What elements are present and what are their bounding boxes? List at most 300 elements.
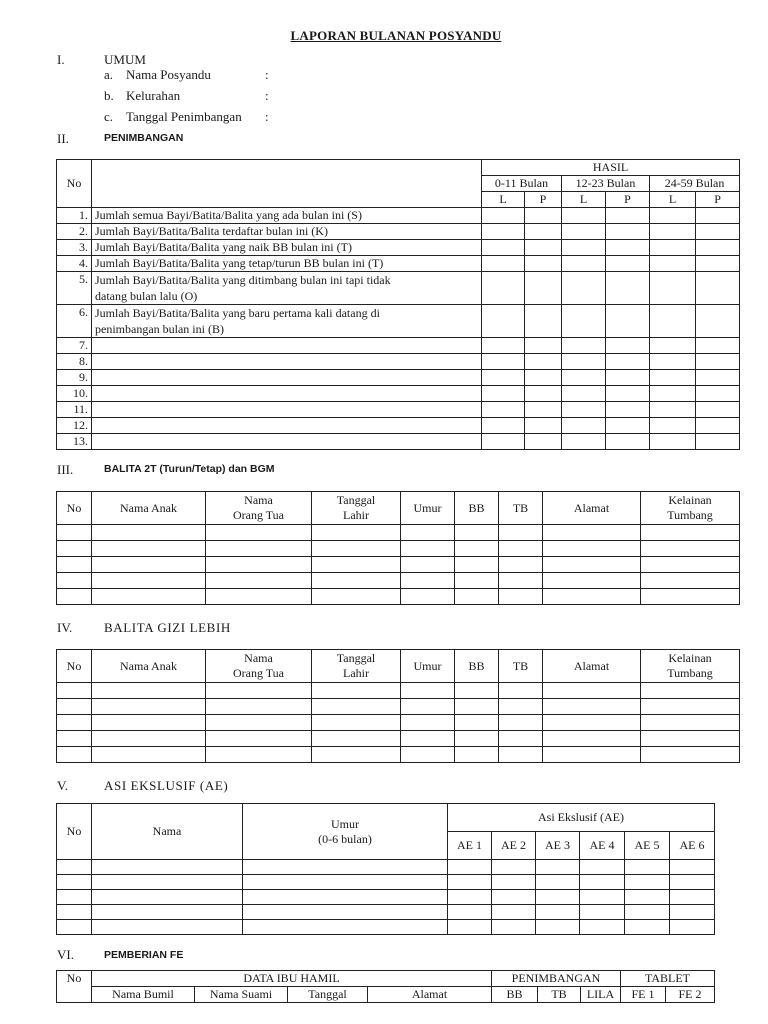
empty-cell (455, 715, 499, 731)
field-colon: : (265, 88, 269, 103)
empty-cell (206, 573, 312, 589)
row-description: Jumlah Bayi/Batita/Balita yang tetap/turun BB bulan ini (T) (92, 256, 482, 272)
empty-cell (401, 557, 455, 573)
table-row (57, 890, 715, 905)
col-header-l: L (562, 192, 606, 208)
table-row (57, 240, 740, 256)
field-letter-c: c. (104, 109, 114, 124)
data-cell (525, 434, 562, 450)
table-row (57, 370, 740, 386)
empty-cell (92, 905, 243, 920)
empty-cell (499, 747, 543, 763)
empty-cell (92, 875, 243, 890)
empty-cell (499, 573, 543, 589)
table-row (57, 256, 740, 272)
penimbangan-table (56, 159, 740, 450)
empty-cell (206, 525, 312, 541)
data-cell (562, 402, 606, 418)
asi-ekslusif-table (56, 803, 715, 935)
empty-cell (580, 920, 625, 935)
table-row (57, 573, 740, 589)
row-number: 3. (57, 240, 92, 256)
col-header-kelainan-tumbang (641, 650, 740, 683)
col-header-tanggal-lahir (312, 492, 401, 525)
field-label-tanggal-penimbangan: Tanggal Penimbangan (126, 109, 242, 124)
empty-cell (543, 573, 641, 589)
header-line: Lahir (343, 508, 369, 522)
empty-cell (625, 920, 670, 935)
empty-cell (499, 589, 543, 605)
row-description (92, 418, 482, 434)
empty-cell (57, 875, 92, 890)
data-cell (525, 370, 562, 386)
empty-cell (92, 589, 206, 605)
table-row (57, 920, 715, 935)
col-header-alamat: Alamat (543, 650, 641, 683)
table-row (57, 747, 740, 763)
field-label-nama-posyandu: Nama Posyandu (126, 67, 211, 82)
empty-cell (448, 905, 492, 920)
data-cell (482, 418, 525, 434)
data-cell (606, 434, 650, 450)
data-cell (606, 272, 650, 305)
row-number: 13. (57, 434, 92, 450)
empty-cell (641, 589, 740, 605)
table-row (57, 557, 740, 573)
col-header-p: P (606, 192, 650, 208)
empty-cell (57, 731, 92, 747)
col-header-umur: Umur (401, 492, 455, 525)
empty-cell (312, 747, 401, 763)
empty-cell (312, 683, 401, 699)
data-cell (562, 256, 606, 272)
col-header-tb: TB (499, 492, 543, 525)
table-row (57, 418, 740, 434)
header-line: Tanggal (336, 493, 376, 507)
empty-cell (455, 731, 499, 747)
empty-cell (312, 589, 401, 605)
empty-cell (536, 905, 580, 920)
col-header-lila: LILA (581, 987, 621, 1003)
col-header-l: L (482, 192, 525, 208)
data-cell (482, 256, 525, 272)
empty-cell (543, 525, 641, 541)
empty-cell (57, 573, 92, 589)
empty-cell (243, 875, 448, 890)
table-row (57, 305, 740, 338)
row-description (92, 305, 482, 338)
table-row (57, 683, 740, 699)
table-row (57, 525, 740, 541)
data-cell (606, 208, 650, 224)
data-cell (482, 338, 525, 354)
col-header-nama-bumil: Nama Bumil (92, 987, 195, 1003)
row-number: 5. (57, 272, 92, 305)
empty-cell (57, 525, 92, 541)
row-number: 6. (57, 305, 92, 338)
col-header-fe2: FE 2 (666, 987, 715, 1003)
empty-cell (92, 699, 206, 715)
col-header-bb: BB (492, 987, 538, 1003)
empty-cell (243, 860, 448, 875)
empty-cell (448, 890, 492, 905)
data-cell (525, 208, 562, 224)
table-row (57, 699, 740, 715)
empty-cell (455, 683, 499, 699)
col-header-group: 24-59 Bulan (650, 176, 740, 192)
data-cell (482, 354, 525, 370)
header-line: Umur (331, 816, 359, 831)
field-colon: : (265, 67, 269, 82)
empty-cell (243, 920, 448, 935)
section-3-number: III. (57, 462, 74, 477)
data-cell (696, 305, 740, 338)
empty-cell (536, 890, 580, 905)
empty-cell (455, 525, 499, 541)
row-number: 4. (57, 256, 92, 272)
col-header-bb: BB (455, 492, 499, 525)
empty-cell (543, 557, 641, 573)
empty-cell (580, 875, 625, 890)
col-header-nama-anak: Nama Anak (92, 492, 206, 525)
row-description (92, 354, 482, 370)
table-row (57, 715, 740, 731)
table-row (57, 434, 740, 450)
empty-cell (57, 541, 92, 557)
section-3-title: BALITA 2T (Turun/Tetap) dan BGM (104, 463, 275, 475)
table-row (57, 860, 715, 875)
empty-cell (57, 683, 92, 699)
empty-cell (401, 525, 455, 541)
section-5-title: ASI EKSLUSIF (AE) (104, 778, 229, 793)
data-cell (562, 434, 606, 450)
data-cell (525, 338, 562, 354)
data-cell (562, 305, 606, 338)
empty-cell (401, 589, 455, 605)
empty-cell (625, 860, 670, 875)
empty-cell (206, 715, 312, 731)
field-colon: : (265, 109, 269, 124)
col-header-alamat: Alamat (543, 492, 641, 525)
empty-cell (455, 541, 499, 557)
table-row (57, 272, 740, 305)
row-description-line: penimbangan bulan ini (B) (95, 322, 224, 336)
data-cell (696, 338, 740, 354)
section-6-number: VI. (57, 947, 74, 962)
data-cell (650, 208, 696, 224)
section-6-title: PEMBERIAN FE (104, 949, 184, 961)
data-cell (650, 224, 696, 240)
empty-cell (57, 715, 92, 731)
data-cell (606, 386, 650, 402)
data-cell (525, 305, 562, 338)
empty-cell (455, 699, 499, 715)
empty-cell (57, 699, 92, 715)
data-cell (696, 370, 740, 386)
header-line: Kelainan (668, 493, 712, 507)
row-description: Jumlah Bayi/Batita/Balita yang naik BB bulan ini (T) (92, 240, 482, 256)
data-cell (482, 370, 525, 386)
empty-cell (206, 589, 312, 605)
row-number: 8. (57, 354, 92, 370)
empty-cell (206, 683, 312, 699)
data-cell (482, 386, 525, 402)
row-description-line: Jumlah Bayi/Batita/Balita yang ditimbang bulan ini tapi tidak (95, 273, 391, 287)
empty-cell (206, 541, 312, 557)
header-line: Nama (244, 493, 273, 507)
empty-cell (455, 747, 499, 763)
header-line: Orang Tua (232, 666, 284, 680)
empty-cell (92, 573, 206, 589)
empty-cell (492, 905, 536, 920)
empty-cell (670, 890, 715, 905)
row-number: 12. (57, 418, 92, 434)
empty-cell (312, 525, 401, 541)
col-header-ae: AE 1 (448, 832, 492, 860)
data-cell (562, 224, 606, 240)
empty-cell (401, 573, 455, 589)
empty-cell (448, 920, 492, 935)
header-line: Orang Tua (232, 508, 284, 522)
empty-cell (92, 731, 206, 747)
data-cell (525, 418, 562, 434)
col-header-tanggal-lahir (312, 650, 401, 683)
data-cell (525, 386, 562, 402)
empty-cell (670, 905, 715, 920)
header-line: Lahir (343, 666, 369, 680)
col-header-nama-orang-tua (206, 650, 312, 683)
empty-cell (492, 875, 536, 890)
empty-cell (401, 715, 455, 731)
data-cell (482, 240, 525, 256)
header-line: Tanggal (336, 651, 376, 665)
col-header-no: No (57, 492, 92, 525)
empty-cell (312, 731, 401, 747)
data-cell (696, 272, 740, 305)
data-cell (696, 240, 740, 256)
header-line: Tumbang (667, 666, 713, 680)
data-cell (606, 418, 650, 434)
data-cell (525, 272, 562, 305)
data-cell (650, 434, 696, 450)
row-description-line: Jumlah Bayi/Batita/Balita yang baru pertama kali datang di (95, 306, 380, 320)
data-cell (606, 305, 650, 338)
empty-cell (536, 875, 580, 890)
data-cell (696, 224, 740, 240)
page-title: LAPORAN BULANAN POSYANDU (290, 28, 502, 43)
col-header-ae: AE 6 (670, 832, 715, 860)
empty-cell (401, 541, 455, 557)
empty-cell (499, 715, 543, 731)
empty-cell (580, 905, 625, 920)
empty-cell (312, 557, 401, 573)
empty-cell (625, 905, 670, 920)
data-cell (650, 338, 696, 354)
col-header-group: 0-11 Bulan (482, 176, 562, 192)
col-header-no: No (57, 971, 92, 1003)
col-header-alamat: Alamat (368, 987, 492, 1003)
empty-cell (499, 541, 543, 557)
empty-cell (401, 731, 455, 747)
col-header-tanggal: Tanggal (288, 987, 368, 1003)
empty-cell (543, 715, 641, 731)
empty-cell (206, 731, 312, 747)
col-header-tb: TB (499, 650, 543, 683)
table-row (57, 541, 740, 557)
table-row (57, 589, 740, 605)
col-header-blank (92, 160, 482, 208)
table-row (57, 386, 740, 402)
empty-cell (92, 890, 243, 905)
data-cell (482, 272, 525, 305)
empty-cell (580, 860, 625, 875)
field-letter-a: a. (104, 67, 114, 82)
empty-cell (312, 541, 401, 557)
empty-cell (92, 747, 206, 763)
empty-cell (670, 860, 715, 875)
row-number: 9. (57, 370, 92, 386)
empty-cell (536, 920, 580, 935)
data-cell (606, 256, 650, 272)
empty-cell (499, 683, 543, 699)
empty-cell (455, 589, 499, 605)
data-cell (482, 224, 525, 240)
row-description-line: datang bulan lalu (O) (95, 289, 198, 303)
empty-cell (641, 541, 740, 557)
empty-cell (543, 699, 641, 715)
data-cell (525, 354, 562, 370)
empty-cell (492, 920, 536, 935)
data-cell (606, 338, 650, 354)
data-cell (606, 224, 650, 240)
empty-cell (312, 699, 401, 715)
empty-cell (92, 525, 206, 541)
empty-cell (492, 890, 536, 905)
data-cell (696, 434, 740, 450)
data-cell (482, 208, 525, 224)
data-cell (606, 370, 650, 386)
data-cell (482, 305, 525, 338)
data-cell (650, 305, 696, 338)
empty-cell (625, 890, 670, 905)
balita-2t-bgm-table (56, 491, 740, 605)
empty-cell (57, 890, 92, 905)
col-header-asi-ekslusif: Asi Ekslusif (AE) (448, 804, 715, 832)
data-cell (525, 224, 562, 240)
header-line: Tumbang (667, 508, 713, 522)
empty-cell (57, 747, 92, 763)
col-header-ae: AE 3 (536, 832, 580, 860)
data-cell (482, 402, 525, 418)
empty-cell (448, 875, 492, 890)
data-cell (650, 418, 696, 434)
empty-cell (641, 557, 740, 573)
empty-cell (92, 920, 243, 935)
empty-cell (57, 920, 92, 935)
empty-cell (57, 589, 92, 605)
empty-cell (641, 715, 740, 731)
table-row (57, 402, 740, 418)
data-cell (650, 370, 696, 386)
empty-cell (543, 541, 641, 557)
header-line: (0-6 bulan) (318, 831, 372, 846)
data-cell (696, 256, 740, 272)
empty-cell (243, 905, 448, 920)
data-cell (606, 354, 650, 370)
empty-cell (312, 715, 401, 731)
empty-cell (448, 860, 492, 875)
header-line: Nama (244, 651, 273, 665)
col-header-p: P (525, 192, 562, 208)
col-header-no: No (57, 804, 92, 860)
col-header-hasil: HASIL (482, 160, 740, 176)
header-line: Kelainan (668, 651, 712, 665)
field-label-kelurahan: Kelurahan (126, 88, 181, 103)
empty-cell (57, 905, 92, 920)
empty-cell (641, 525, 740, 541)
empty-cell (57, 557, 92, 573)
empty-cell (206, 557, 312, 573)
data-cell (562, 338, 606, 354)
data-cell (525, 402, 562, 418)
row-description (92, 434, 482, 450)
empty-cell (92, 541, 206, 557)
data-cell (562, 386, 606, 402)
row-number: 10. (57, 386, 92, 402)
data-cell (562, 354, 606, 370)
empty-cell (401, 699, 455, 715)
empty-cell (455, 557, 499, 573)
section-5-number: V. (57, 778, 68, 793)
col-header-kelainan-tumbang (641, 492, 740, 525)
col-header-tb: TB (538, 987, 581, 1003)
data-cell (696, 208, 740, 224)
data-cell (696, 386, 740, 402)
col-header-fe1: FE 1 (621, 987, 666, 1003)
empty-cell (641, 747, 740, 763)
data-cell (696, 354, 740, 370)
col-header-l: L (650, 192, 696, 208)
col-header-ae: AE 2 (492, 832, 536, 860)
row-description: Jumlah Bayi/Batita/Balita terdaftar bulan ini (K) (92, 224, 482, 240)
empty-cell (206, 699, 312, 715)
row-number: 1. (57, 208, 92, 224)
empty-cell (543, 589, 641, 605)
data-cell (650, 256, 696, 272)
col-header-group: 12-23 Bulan (562, 176, 650, 192)
col-header-tablet: TABLET (621, 971, 715, 987)
col-header-p: P (696, 192, 740, 208)
empty-cell (580, 890, 625, 905)
empty-cell (92, 683, 206, 699)
data-cell (650, 402, 696, 418)
pemberian-fe-table (56, 970, 715, 1003)
data-cell (562, 240, 606, 256)
table-row (57, 905, 715, 920)
row-description (92, 338, 482, 354)
data-cell (562, 418, 606, 434)
table-row (57, 224, 740, 240)
table-row (57, 731, 740, 747)
empty-cell (492, 860, 536, 875)
field-letter-b: b. (104, 88, 114, 103)
col-header-nama-orang-tua (206, 492, 312, 525)
data-cell (696, 418, 740, 434)
row-number: 2. (57, 224, 92, 240)
col-header-umur (243, 804, 448, 860)
empty-cell (641, 573, 740, 589)
empty-cell (92, 715, 206, 731)
